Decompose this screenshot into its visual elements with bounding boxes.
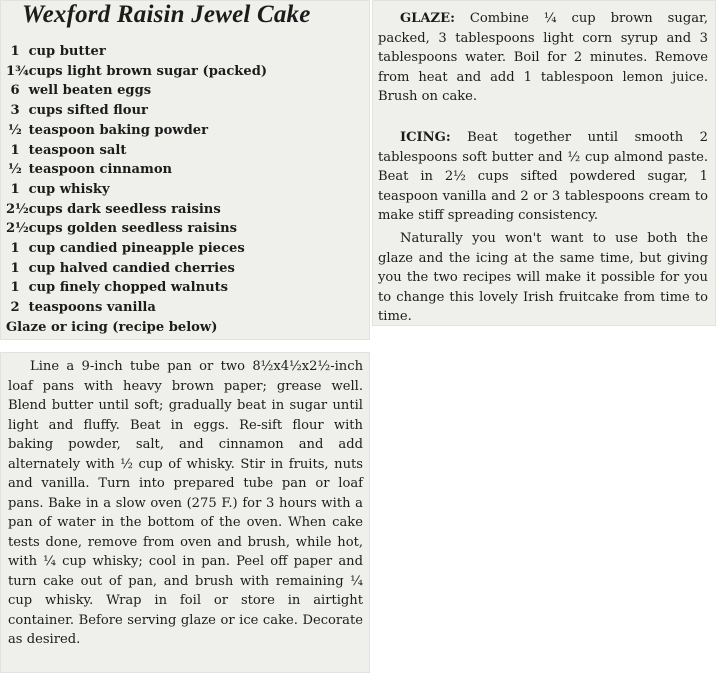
ingredient-text: cup candied pineapple pieces: [28, 241, 245, 257]
ingredient-qty: ½: [8, 122, 22, 138]
ingredient-item: [6, 141, 267, 161]
ingredient-text: Glaze or icing (recipe below): [6, 319, 218, 335]
ingredient-qty: 6: [10, 83, 20, 99]
ingredient-item: [6, 219, 267, 239]
ingredient-qty: 2: [10, 300, 20, 316]
ingredient-qty: 1: [10, 280, 20, 296]
icing-text: Beat together until smooth 2 tablespoons soft butter and ½ cup almond paste. Beat in 2½ cups sifted powdered sugar, 1 teaspoon vanilla and 2 or 3 tablespoons cream to make stiff spreading consistency.: [378, 130, 708, 223]
icing-paragraph: [378, 128, 708, 226]
ingredient-text: cups golden seedless raisins: [28, 221, 237, 237]
ingredient-text: teaspoon baking powder: [28, 122, 208, 138]
ingredient-qty: 1: [10, 44, 20, 59]
glaze-text: Combine ¼ cup brown sugar, packed, 3 tablespoons light corn syrup and 3 tablespoons water. Boil for 2 minutes. Remove from heat and add 1 tablespoon lemon juice. Brush on cake.: [378, 11, 708, 104]
directions-paragraph: Line a 9-inch tube pan or two 8½x4½x2½-inch loaf pans with heavy brown paper; grease well. Blend butter until soft; gradually beat in sugar until light and fluffy. Beat in eggs. Re-sift flour with baking powder, salt, and cinnamon and add alternately with ½ cup of whisky. Stir in fruits, nuts and vanilla. Turn into prepared tube pan or loaf pans. Bake in a slow oven (275 F.) for 3 hours with a pan of water in the bottom of the oven. When cake tests done, remove from oven and brush, while hot, with ¼ cup whisky; cool in pan. Peel off paper and turn cake out of pan, and brush with remaining ¼ cup whisky. Wrap in foil or store in airtight container. Before serving glaze or ice cake. Decorate as desired.: [8, 359, 363, 647]
ingredient-item-glaze-note: [6, 318, 267, 338]
ingredient-text: cup whisky: [28, 181, 110, 197]
recipe-title: Wexford Raisin Jewel Cake: [22, 1, 311, 28]
ingredient-text: cup halved candied cherries: [28, 260, 235, 276]
ingredient-qty: 2½: [6, 201, 29, 217]
ingredient-qty: 1: [10, 260, 20, 276]
ingredient-text: teaspoon salt: [28, 142, 127, 158]
ingredient-item: [6, 180, 267, 200]
ingredient-item: [6, 200, 267, 220]
ingredient-item: [6, 101, 267, 121]
ingredient-text: teaspoons vanilla: [28, 300, 156, 316]
ingredient-qty: 2½: [6, 221, 29, 237]
ingredient-qty: ½: [8, 162, 22, 178]
ingredient-item: [6, 81, 267, 101]
ingredient-text: cups light brown sugar (packed): [28, 63, 268, 79]
ingredient-qty: 3: [10, 103, 20, 119]
ingredient-list: [6, 42, 267, 338]
ingredient-qty: 1: [10, 181, 20, 197]
ingredient-qty: 1¾: [6, 63, 29, 79]
ingredient-text: well beaten eggs: [28, 83, 152, 99]
ingredient-text: cups sifted flour: [28, 103, 148, 119]
ingredient-item: [6, 62, 267, 82]
ingredient-text: teaspoon cinnamon: [28, 162, 173, 178]
ingredient-qty: 1: [10, 142, 20, 158]
ingredient-text: cup butter: [28, 44, 106, 59]
ingredient-text: cup finely chopped walnuts: [28, 280, 229, 296]
glaze-paragraph: [378, 9, 708, 107]
icing-label: ICING:: [400, 130, 451, 145]
ingredient-item: [6, 278, 267, 298]
ingredient-item: [6, 259, 267, 279]
ingredient-item: [6, 298, 267, 318]
glaze-label: GLAZE:: [400, 11, 455, 26]
ingredient-item: [6, 239, 267, 259]
note-paragraph: Naturally you won't want to use both the glaze and the icing at the same time, but giving you the two recipes will make it possible for you to change this lovely Irish fruitcake from time to time.: [378, 231, 708, 324]
ingredient-item: [6, 121, 267, 141]
ingredient-item: [6, 42, 267, 62]
ingredient-item: [6, 160, 267, 180]
ingredient-qty: 1: [10, 241, 20, 257]
ingredient-text: cups dark seedless raisins: [28, 201, 221, 217]
